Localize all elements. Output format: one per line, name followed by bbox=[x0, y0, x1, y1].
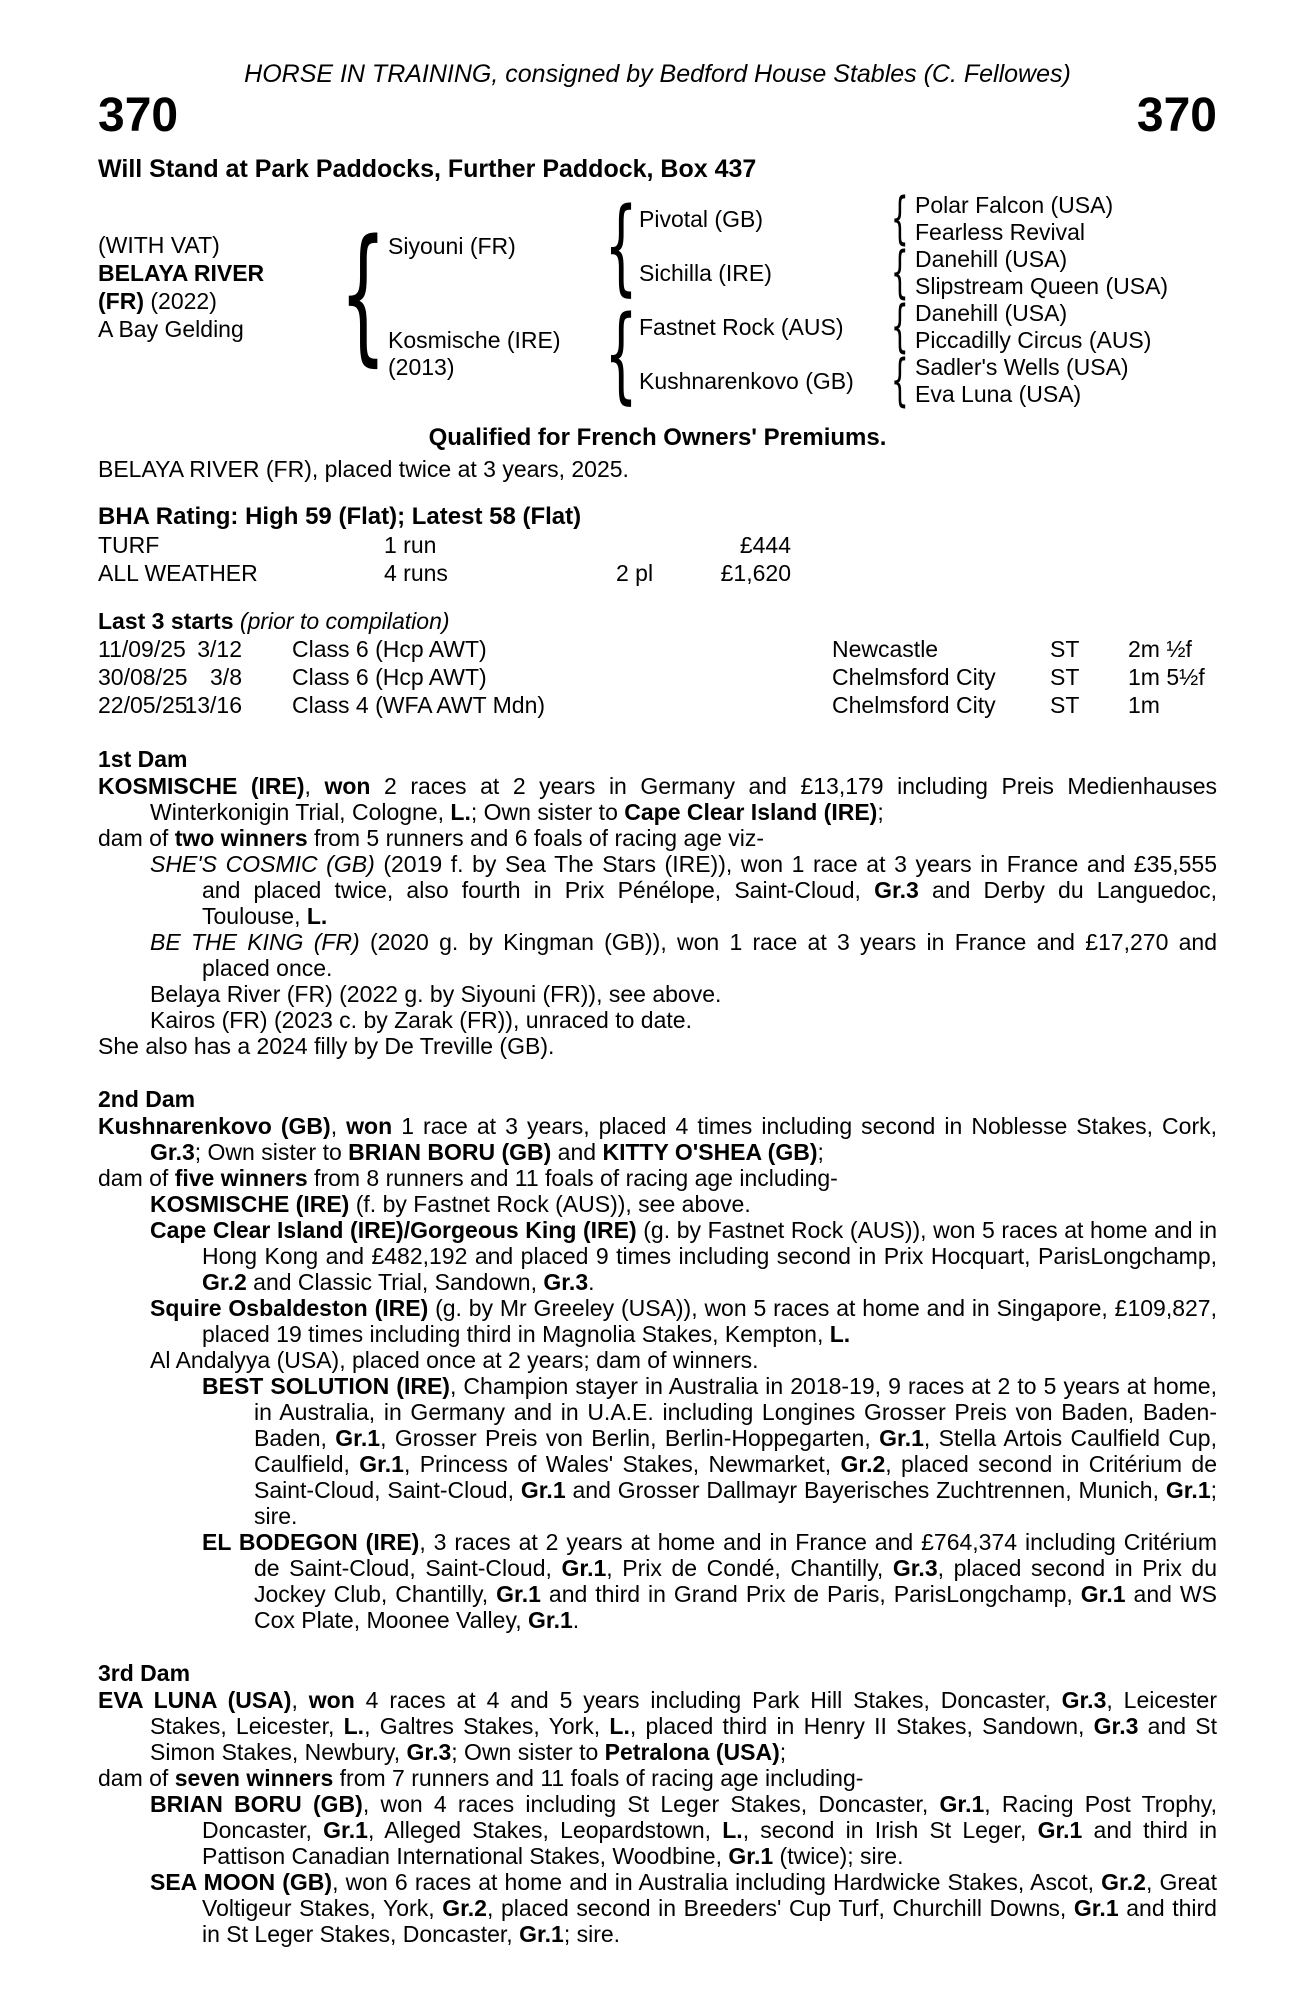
text-run: Gr.2 bbox=[840, 1451, 886, 1477]
horse-origin-year bbox=[98, 287, 338, 315]
pedigree-brace-sire: { bbox=[604, 185, 638, 307]
last-start-row bbox=[98, 691, 1217, 719]
last-start-row bbox=[98, 663, 1217, 691]
text-run: , bbox=[330, 1113, 347, 1139]
dam3-paragraphs bbox=[98, 1687, 1217, 1947]
stats-row-turf bbox=[98, 531, 1217, 559]
gen3-sire-sire: Pivotal (GB) bbox=[639, 205, 763, 232]
catalogue-paragraph bbox=[98, 1165, 1217, 1191]
text-run: Gr.3 bbox=[892, 1555, 938, 1581]
surface-label: TURF bbox=[98, 532, 160, 558]
gen4-name: Danehill (USA) bbox=[915, 300, 1068, 326]
text-run: , Leicester Stakes, Leicester, bbox=[150, 1687, 1217, 1739]
text-run: and WS Cox Plate, Moonee Valley, bbox=[254, 1581, 1217, 1633]
gen4-name: Fearless Revival bbox=[915, 219, 1085, 245]
catalogue-paragraph bbox=[98, 1869, 1217, 1947]
text-run: Kairos (FR) (2023 c. by Zarak (FR)), unraced to date. bbox=[150, 1007, 692, 1033]
race-position: 3/8 bbox=[210, 664, 242, 690]
text-run: , placed second in Prix du Jockey Club, Chantilly, bbox=[254, 1555, 1217, 1607]
text-run: won bbox=[308, 1687, 355, 1713]
stats-row-all-weather bbox=[98, 559, 1217, 587]
lot-number-row bbox=[98, 91, 1217, 141]
stand-location-line: Will Stand at Park Paddocks, Further Paddock, Box 437 bbox=[98, 155, 757, 183]
earnings-value: £444 bbox=[739, 532, 791, 558]
text-run: and third in Pattison Canadian International Stakes, Woodbine, bbox=[202, 1817, 1217, 1869]
text-run: Gr.2 bbox=[1101, 1869, 1146, 1895]
text-run: , bbox=[304, 773, 325, 799]
text-run: Gr.1 bbox=[359, 1451, 404, 1477]
text-run: seven winners bbox=[174, 1765, 334, 1791]
text-run: BRIAN BORU (GB) bbox=[150, 1791, 363, 1817]
text-run: 4 races at 4 and 5 years including Park Hill Stakes, Doncaster, bbox=[354, 1687, 1062, 1713]
text-run: , Champion stayer in Australia in 2018-19, 9 races at 2 to 5 years at home, in Australia, in Germany and in U.A.E. including Longines Grosser Preis von Baden, Baden-Baden, bbox=[254, 1373, 1217, 1451]
text-run: from 7 runners and 11 foals of racing age including- bbox=[333, 1765, 864, 1791]
pedigree-brace-gen1: { bbox=[339, 208, 387, 380]
text-run: L. bbox=[609, 1713, 630, 1739]
text-run: EL BODEGON (IRE) bbox=[202, 1529, 420, 1555]
text-run: from 8 runners and 11 foals of racing age including- bbox=[307, 1165, 838, 1191]
text-run: Kushnarenkovo (GB) bbox=[98, 1113, 331, 1139]
text-run: ; bbox=[817, 1139, 824, 1165]
text-run: , won 6 races at home and in Australia including Hardwicke Stakes, Ascot, bbox=[332, 1869, 1102, 1895]
text-run: 1 race at 3 years, placed 4 times including second in Noblesse Stakes, Cork, bbox=[392, 1113, 1218, 1139]
gen3-dam-sire: Fastnet Rock (AUS) bbox=[639, 313, 844, 340]
race-course: Newcastle bbox=[832, 636, 939, 662]
text-run: Gr.2 bbox=[202, 1269, 247, 1295]
text-run: and third in Grand Prix de Paris, ParisLongchamp, bbox=[540, 1581, 1081, 1607]
text-run: Gr.1 bbox=[520, 1477, 566, 1503]
race-date: 11/09/25 bbox=[98, 636, 186, 662]
text-run: She also has a 2024 filly by De Treville (GB). bbox=[98, 1033, 555, 1059]
text-run: (2020 g. by Kingman (GB)), won 1 race at 3 years in France and £17,270 and placed once. bbox=[202, 929, 1217, 981]
pedigree-brace-gen3-4: { bbox=[891, 348, 909, 413]
text-run: (g. by Fastnet Rock (AUS)), won 5 races at home and in Hong Kong and £482,192 and placed 9 times including second in Prix Hocquart, ParisLongchamp, bbox=[202, 1217, 1217, 1269]
text-run: ; Own sister to bbox=[451, 1739, 605, 1765]
text-run: Gr.1 bbox=[323, 1817, 368, 1843]
text-run: , Racing Post Trophy, Doncaster, bbox=[202, 1791, 1217, 1843]
gen3-sire-dam: Sichilla (IRE) bbox=[639, 259, 772, 286]
text-run: dam of bbox=[98, 1765, 175, 1791]
text-run: Gr.3 bbox=[150, 1139, 195, 1165]
text-run: Gr.3 bbox=[874, 877, 919, 903]
dam1-heading: 1st Dam bbox=[98, 746, 188, 772]
text-run: L. bbox=[343, 1713, 365, 1739]
catalogue-paragraph bbox=[98, 1791, 1217, 1869]
text-run: ; Own sister to bbox=[194, 1139, 349, 1165]
text-run: Gr.3 bbox=[406, 1739, 452, 1765]
text-run: Gr.1 bbox=[1037, 1817, 1083, 1843]
earnings-value: £1,620 bbox=[720, 560, 791, 586]
text-run: , Great Voltigeur Stakes, York, bbox=[202, 1869, 1217, 1921]
race-going: ST bbox=[1050, 692, 1080, 718]
text-run: 2 races at 2 years in Germany and £13,179 including Preis Medienhauses Winterkonigin Trial, Cologne, bbox=[150, 773, 1218, 825]
text-run: and St Simon Stakes, Newbury, bbox=[150, 1713, 1217, 1765]
horse-year: (2022) bbox=[143, 288, 217, 314]
text-run: , placed second in Critérium de Saint-Cloud, Saint-Cloud, bbox=[254, 1451, 1217, 1503]
catalogue-paragraph bbox=[98, 981, 1217, 1007]
text-run: ; sire. bbox=[254, 1477, 1218, 1529]
text-run: and third in St Leger Stakes, Doncaster, bbox=[202, 1895, 1217, 1947]
text-run: ; bbox=[779, 1739, 787, 1765]
text-run: Gr.3 bbox=[1061, 1687, 1107, 1713]
text-run: , Prix de Condé, Chantilly, bbox=[606, 1555, 893, 1581]
text-run: (2019 f. by Sea The Stars (IRE)), won 1 race at 3 years in France and £35,555 and placed twice, also fourth in Prix Pénélope, Saint-Cloud, bbox=[202, 851, 1218, 903]
runs-value: 4 runs bbox=[384, 560, 448, 586]
text-run: dam of bbox=[98, 825, 175, 851]
race-position: 13/16 bbox=[184, 692, 242, 718]
gen4-name: Eva Luna (USA) bbox=[915, 381, 1082, 407]
text-run: five winners bbox=[174, 1165, 308, 1191]
runs-value: 1 run bbox=[384, 532, 437, 558]
text-run: BEST SOLUTION (IRE) bbox=[202, 1373, 450, 1399]
text-run: Al Andalyya (USA), placed once at 2 years; dam of winners. bbox=[150, 1347, 759, 1373]
race-date: 30/08/25 bbox=[98, 664, 188, 690]
race-course: Chelmsford City bbox=[832, 692, 996, 718]
places-value bbox=[616, 531, 714, 559]
catalogue-paragraph bbox=[98, 1191, 1217, 1217]
catalogue-paragraph bbox=[98, 1295, 1217, 1347]
text-run: Gr.1 bbox=[1080, 1581, 1126, 1607]
text-run: and bbox=[551, 1139, 603, 1165]
catalogue-paragraph bbox=[98, 1217, 1217, 1295]
text-run: dam of bbox=[98, 1165, 175, 1191]
pedigree-brace-dam: { bbox=[604, 293, 638, 415]
catalogue-paragraph bbox=[98, 1765, 1217, 1791]
consignor-line: HORSE IN TRAINING, consigned by Bedford House Stables (C. Fellowes) bbox=[244, 60, 1071, 88]
catalogue-paragraph bbox=[98, 1687, 1217, 1765]
text-run: Gr.1 bbox=[1073, 1895, 1119, 1921]
dam2-heading: 2nd Dam bbox=[98, 1086, 196, 1112]
text-run: SHE'S COSMIC (GB) bbox=[150, 851, 375, 877]
text-run: won bbox=[346, 1113, 393, 1139]
text-run: . bbox=[572, 1607, 580, 1633]
text-run: Cape Clear Island (IRE)/Gorgeous King (IRE) bbox=[150, 1217, 637, 1243]
text-run: (f. by Fastnet Rock (AUS)), see above. bbox=[349, 1191, 751, 1217]
text-run: Gr.1 bbox=[561, 1555, 607, 1581]
sire-name: Siyouni (FR) bbox=[388, 232, 516, 259]
text-run: (g. by Mr Greeley (USA)), won 5 races at home and in Singapore, £109,827, placed 19 times including third in Magnolia Stakes, Kempton, bbox=[202, 1295, 1217, 1347]
gen4-name: Slipstream Queen (USA) bbox=[915, 273, 1169, 299]
text-run: . bbox=[588, 1269, 595, 1295]
text-run: and Derby du Languedoc, Toulouse, bbox=[202, 877, 1217, 929]
race-position: 3/12 bbox=[197, 636, 242, 662]
text-run: L. bbox=[829, 1321, 851, 1347]
text-run: KITTY O'SHEA (GB) bbox=[602, 1139, 818, 1165]
bha-rating-heading: BHA Rating: High 59 (Flat); Latest 58 (Flat) bbox=[98, 503, 582, 530]
race-date: 22/05/25 bbox=[98, 692, 188, 718]
text-run: SEA MOON (GB) bbox=[150, 1869, 333, 1895]
text-run: , placed third in Henry II Stakes, Sandown, bbox=[629, 1713, 1094, 1739]
gen3-dam-dam: Kushnarenkovo (GB) bbox=[639, 367, 854, 394]
last-starts-heading bbox=[98, 607, 1217, 635]
catalogue-paragraph bbox=[98, 1347, 1217, 1373]
dam1-paragraphs bbox=[98, 773, 1217, 1059]
catalogue-paragraph bbox=[98, 929, 1217, 981]
text-run: two winners bbox=[174, 825, 308, 851]
text-run: Belaya River (FR) (2022 g. by Siyouni (FR)), see above. bbox=[150, 981, 722, 1007]
text-run: EVA LUNA (USA) bbox=[98, 1687, 292, 1713]
text-run: KOSMISCHE (IRE) bbox=[98, 773, 305, 799]
text-run: Gr.1 bbox=[528, 1607, 573, 1633]
dam-name-text: Kosmische (IRE) bbox=[388, 327, 561, 353]
lot-number-left: 370 bbox=[98, 89, 179, 142]
pedigree-table bbox=[98, 185, 1217, 415]
surface-label: ALL WEATHER bbox=[98, 560, 258, 586]
dam2-paragraphs bbox=[98, 1113, 1217, 1633]
text-run: Gr.1 bbox=[728, 1843, 774, 1869]
text-run: L. bbox=[722, 1817, 743, 1843]
pedigree-brace-gen3-1: { bbox=[891, 186, 909, 251]
text-run: Gr.1 bbox=[939, 1791, 985, 1817]
dam-name bbox=[388, 327, 603, 381]
last-start-row bbox=[98, 635, 1217, 663]
text-run: , Stella Artois Caulfield Cup, Caulfield, bbox=[254, 1425, 1217, 1477]
text-run: , Alleged Stakes, Leopardstown, bbox=[367, 1817, 723, 1843]
catalogue-paragraph bbox=[98, 1373, 1217, 1529]
text-run: L. bbox=[450, 799, 471, 825]
race-course: Chelmsford City bbox=[832, 664, 996, 690]
text-run: , Galtres Stakes, York, bbox=[364, 1713, 610, 1739]
horse-name: BELAYA RIVER bbox=[98, 260, 265, 286]
vat-note: (WITH VAT) bbox=[98, 232, 220, 258]
race-distance: 1m bbox=[1128, 692, 1160, 718]
race-distance: 1m 5½f bbox=[1128, 664, 1205, 690]
catalogue-paragraph bbox=[98, 825, 1217, 851]
race-distance: 2m ½f bbox=[1128, 636, 1192, 662]
text-run: (twice); sire. bbox=[773, 1843, 904, 1869]
catalogue-paragraph bbox=[98, 1007, 1217, 1033]
text-run: Gr.1 bbox=[335, 1425, 381, 1451]
pedigree-brace-gen3-2: { bbox=[891, 240, 909, 305]
text-run: Gr.1 bbox=[1165, 1477, 1211, 1503]
last-starts-title: Last 3 starts bbox=[98, 608, 234, 634]
premium-qualification-line: Qualified for French Owners' Premiums. bbox=[428, 424, 887, 451]
catalogue-paragraph bbox=[98, 1113, 1217, 1165]
last-starts-note: (prior to compilation) bbox=[233, 608, 450, 634]
text-run: , 3 races at 2 years at home and in France and £764,374 including Critérium de Saint-Cloud, Saint-Cloud, bbox=[254, 1529, 1217, 1581]
text-run: KOSMISCHE (IRE) bbox=[150, 1191, 350, 1217]
horse-origin: (FR) bbox=[98, 288, 144, 314]
text-run: Squire Osbaldeston (IRE) bbox=[150, 1295, 429, 1321]
text-run: and Grosser Dallmayr Bayerisches Zuchtrennen, Munich, bbox=[565, 1477, 1166, 1503]
text-run: , bbox=[291, 1687, 309, 1713]
text-run: , second in Irish St Leger, bbox=[742, 1817, 1038, 1843]
gen4-name: Danehill (USA) bbox=[915, 246, 1068, 272]
places-value: 2 pl bbox=[616, 560, 654, 586]
text-run: Gr.2 bbox=[442, 1895, 487, 1921]
text-run: L. bbox=[306, 903, 328, 929]
catalogue-paragraph bbox=[98, 1529, 1217, 1633]
race-class: Class 6 (Hcp AWT) bbox=[292, 636, 487, 662]
text-run: , won 4 races including St Leger Stakes, Doncaster, bbox=[362, 1791, 940, 1817]
text-run: Petralona (USA) bbox=[604, 1739, 780, 1765]
race-class: Class 6 (Hcp AWT) bbox=[292, 664, 487, 690]
text-run: Gr.3 bbox=[1093, 1713, 1139, 1739]
text-run: Gr.1 bbox=[519, 1921, 564, 1947]
text-run: ; bbox=[877, 799, 884, 825]
horse-description: A Bay Gelding bbox=[98, 316, 244, 342]
text-run: BRIAN BORU (GB) bbox=[348, 1139, 552, 1165]
race-class: Class 4 (WFA AWT Mdn) bbox=[292, 692, 546, 718]
dam-year: (2013) bbox=[388, 354, 455, 380]
form-summary-line: BELAYA RIVER (FR), placed twice at 3 years, 2025. bbox=[98, 456, 629, 482]
text-run: BE THE KING (FR) bbox=[150, 929, 360, 955]
text-run: , Grosser Preis von Berlin, Berlin-Hoppegarten, bbox=[380, 1425, 880, 1451]
text-run: , placed second in Breeders' Cup Turf, Churchill Downs, bbox=[486, 1895, 1074, 1921]
gen4-name: Piccadilly Circus (AUS) bbox=[915, 327, 1152, 353]
horse-details bbox=[98, 231, 338, 343]
lot-number-right: 370 bbox=[1136, 89, 1217, 142]
gen4-name: Sadler's Wells (USA) bbox=[915, 354, 1129, 380]
text-run: won bbox=[324, 773, 371, 799]
catalogue-paragraph bbox=[98, 773, 1217, 825]
text-run: Cape Clear Island (IRE) bbox=[624, 799, 878, 825]
text-run: Gr.3 bbox=[543, 1269, 589, 1295]
gen4-name: Polar Falcon (USA) bbox=[915, 192, 1114, 218]
text-run: ; sire. bbox=[563, 1921, 621, 1947]
catalogue-paragraph bbox=[98, 851, 1217, 929]
text-run: and Classic Trial, Sandown, bbox=[246, 1269, 544, 1295]
text-run: Gr.1 bbox=[496, 1581, 541, 1607]
text-run: from 5 runners and 6 foals of racing age viz- bbox=[307, 825, 765, 851]
text-run: ; Own sister to bbox=[470, 799, 625, 825]
pedigree-brace-gen3-3: { bbox=[891, 294, 909, 359]
dam3-heading: 3rd Dam bbox=[98, 1660, 191, 1686]
text-run: , Princess of Wales' Stakes, Newmarket, bbox=[403, 1451, 841, 1477]
catalogue-paragraph bbox=[98, 1033, 1217, 1059]
text-run: Gr.1 bbox=[879, 1425, 924, 1451]
race-going: ST bbox=[1050, 636, 1080, 662]
race-going: ST bbox=[1050, 664, 1080, 690]
